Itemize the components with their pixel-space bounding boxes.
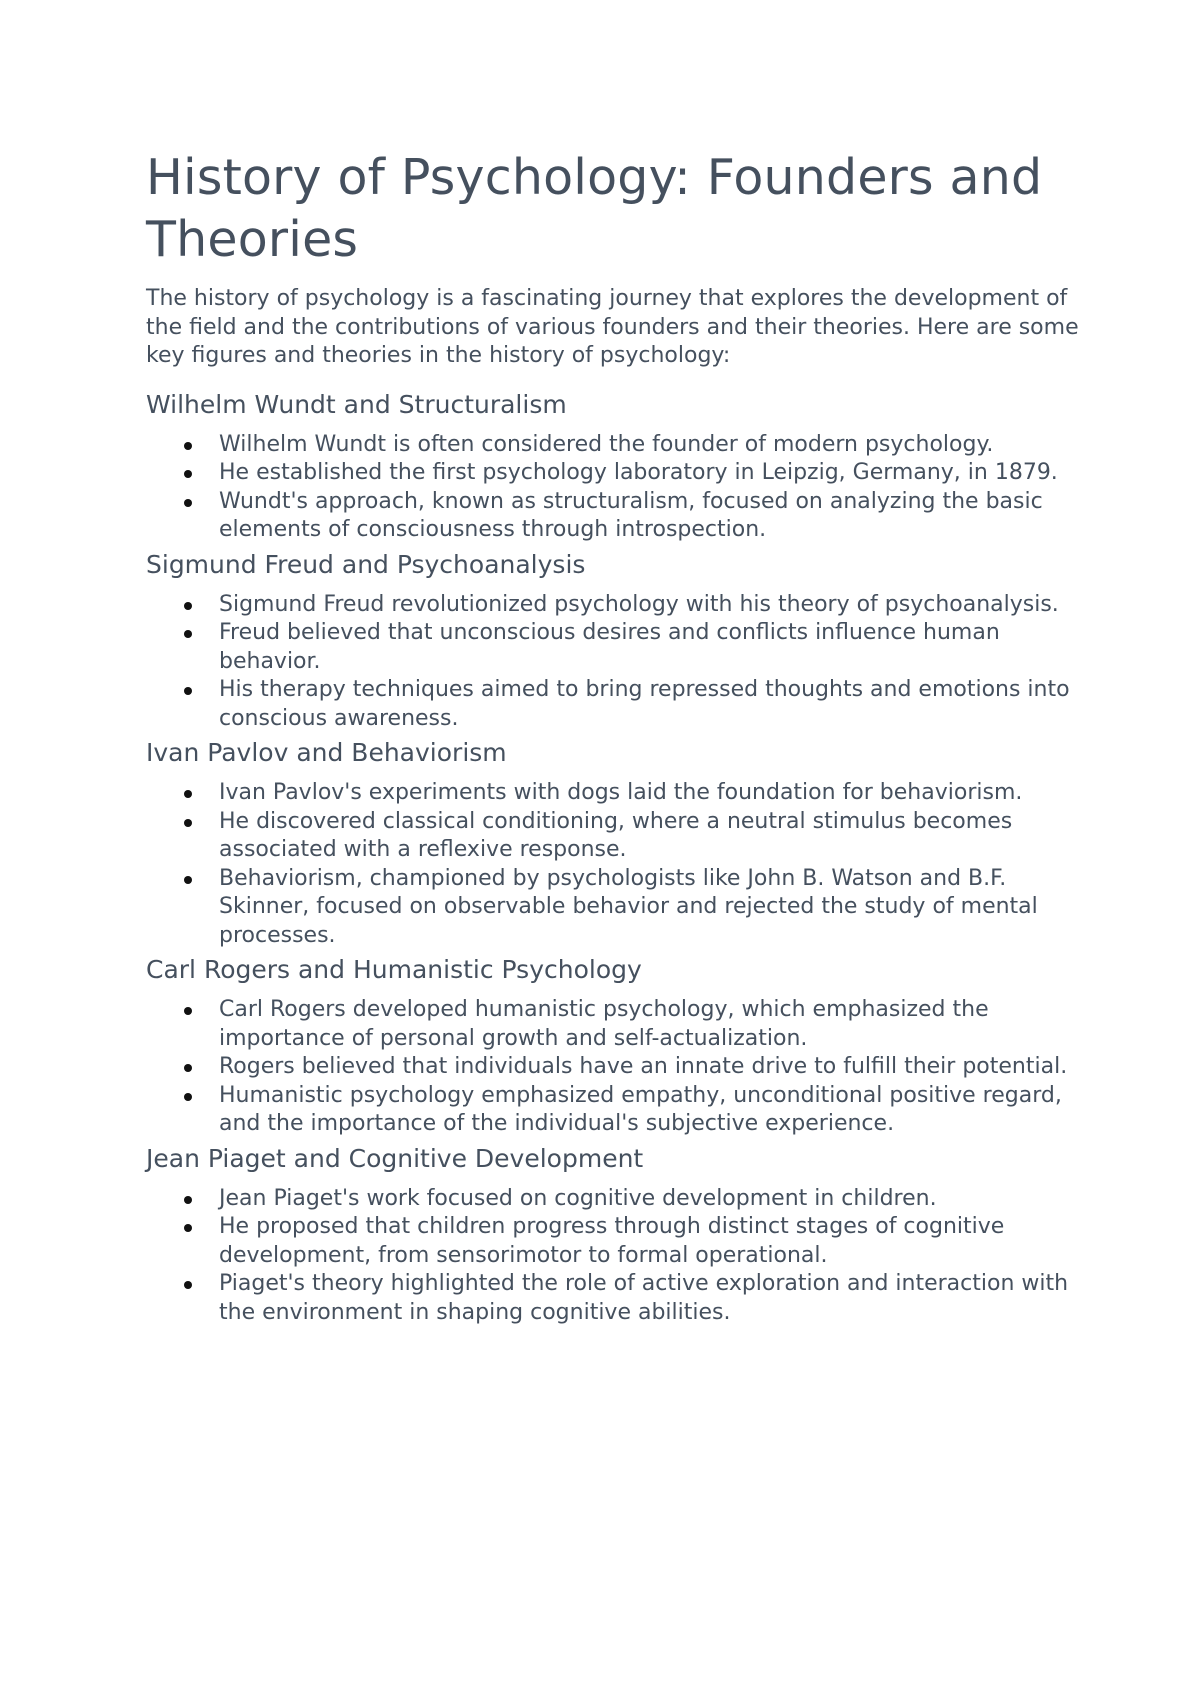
list-item-text: Carl Rogers developed humanistic psychology, which emphasized the importance of personal growth and self-actualization. — [219, 997, 989, 1051]
bullet-list — [146, 591, 1080, 734]
section-freud — [146, 549, 1080, 734]
list-item-text: Wundt's approach, known as structuralism, focused on analyzing the basic elements of consciousness through introspection. — [219, 488, 1043, 542]
section-pavlov — [146, 737, 1080, 950]
section-heading: Ivan Pavlov and Behaviorism — [146, 738, 507, 767]
list-item-text: He proposed that children progress through distinct stages of cognitive development, from sensorimotor to formal operational. — [219, 1214, 1005, 1268]
bullet-icon — [184, 790, 192, 798]
list-item-text: Freud believed that unconscious desires and conflicts influence human behavior. — [219, 620, 1000, 674]
list-item — [219, 1185, 1080, 1214]
bullet-icon — [184, 442, 192, 450]
intro-paragraph: The history of psychology is a fascinating journey that explores the development of the field and the contributions of various founders and their theories. Here are some key figures and theories in the history of psychology: — [146, 286, 1079, 368]
section-rogers — [146, 954, 1080, 1139]
bullet-icon — [184, 470, 192, 478]
bullet-icon — [184, 499, 192, 507]
list-item-text: Ivan Pavlov's experiments with dogs laid the foundation for behaviorism. — [219, 780, 1023, 805]
bullet-icon — [184, 687, 192, 695]
section-heading: Wilhelm Wundt and Structuralism — [146, 389, 567, 419]
document-title: History of Psychology: Founders and Theories — [146, 149, 1043, 268]
bullet-icon — [184, 876, 192, 884]
bullet-icon — [184, 602, 192, 610]
section-heading: Sigmund Freud and Psychoanalysis — [146, 549, 586, 579]
list-item — [219, 1270, 1080, 1327]
bullet-list — [146, 1185, 1080, 1328]
list-item — [219, 1053, 1080, 1082]
list-item-text: He established the first psychology laboratory in Leipzig, Germany, in 1879. — [219, 460, 1058, 485]
list-item — [219, 488, 1080, 545]
list-item — [219, 431, 1080, 460]
list-item-text: He discovered classical conditioning, where a neutral stimulus becomes associated with a reflexive response. — [219, 808, 1013, 862]
list-item-text: Jean Piaget's work focused on cognitive development in children. — [219, 1185, 937, 1211]
list-item-text: Piaget's theory highlighted the role of active exploration and interaction with the environment in shaping cognitive abilities. — [219, 1271, 1069, 1325]
bullet-icon — [184, 630, 192, 638]
bullet-list — [146, 779, 1080, 950]
list-item — [219, 996, 1080, 1053]
list-item-text: Sigmund Freud revolutionized psychology with his theory of psychoanalysis. — [219, 591, 1059, 617]
list-item — [219, 619, 1080, 676]
bullet-icon — [184, 1064, 192, 1072]
bullet-icon — [184, 1196, 192, 1204]
section-wundt — [146, 389, 1080, 545]
list-item-text: Behaviorism, championed by psychologists like John B. Watson and B.F. Skinner, focused on observable behavior and rejected the study of mental processes. — [219, 865, 1038, 948]
bullet-list — [146, 996, 1080, 1139]
bullet-icon — [184, 1281, 192, 1289]
list-item-text: His therapy techniques aimed to bring repressed thoughts and emotions into conscious awareness. — [219, 677, 1070, 731]
list-item — [219, 1213, 1080, 1270]
section-piaget — [146, 1143, 1080, 1328]
list-item — [219, 865, 1080, 951]
list-item — [219, 808, 1080, 865]
section-heading: Carl Rogers and Humanistic Psychology — [146, 955, 642, 984]
bullet-icon — [184, 1093, 192, 1101]
bullet-icon — [184, 1007, 192, 1015]
bullet-list — [146, 431, 1080, 545]
list-item — [219, 1082, 1080, 1139]
list-item-text: Wilhelm Wundt is often considered the founder of modern psychology. — [219, 431, 994, 457]
section-heading: Jean Piaget and Cognitive Development — [146, 1143, 644, 1173]
bullet-icon — [184, 819, 192, 827]
bullet-icon — [184, 1224, 192, 1232]
list-item-text: Humanistic psychology emphasized empathy, unconditional positive regard, and the importance of the individual's subjective experience. — [219, 1082, 1062, 1136]
list-item — [219, 459, 1080, 488]
list-item — [219, 779, 1080, 808]
list-item — [219, 676, 1080, 733]
list-item — [219, 591, 1080, 620]
list-item-text: Rogers believed that individuals have an innate drive to fulfill their potential. — [219, 1054, 1068, 1079]
